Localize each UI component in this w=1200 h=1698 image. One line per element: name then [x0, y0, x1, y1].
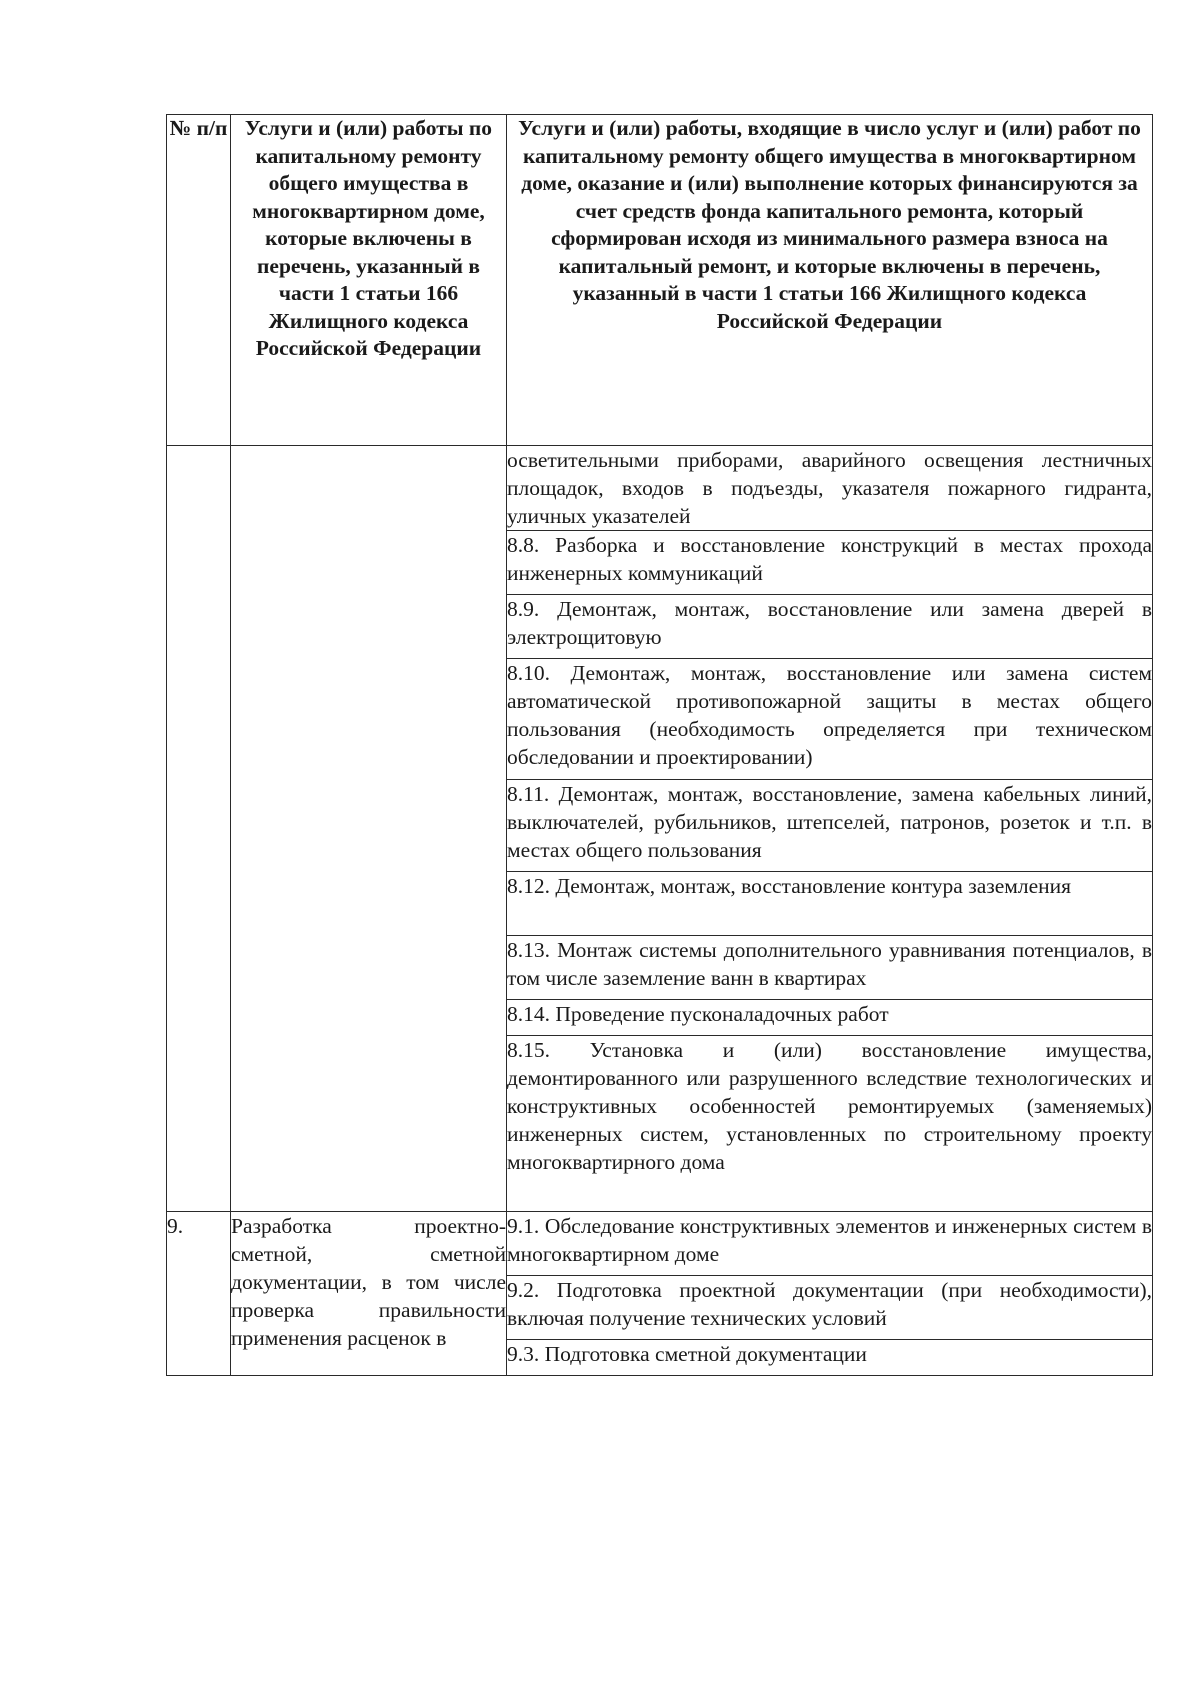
work-item-8-10: 8.10. Демонтаж, монтаж, восстановление или замена систем автоматической противопожарной защиты в местах общего пользования (необходимость определяется при техническом обследовании и проектировании): [507, 659, 1153, 780]
table-header-row: [167, 115, 1153, 446]
work-item-8-14: 8.14. Проведение пусконаладочных работ: [507, 1000, 1153, 1036]
header-works: Услуги и (или) работы, входящие в число услуг и (или) работ по капитальному ремонту общего имущества в многоквартирном доме, оказание и (или) выполнение которых финансируются за счет средств фонда капитального ремонта, который сформирован исходя из минимального размера взноса на капитальный ремонт, и которые включены в перечень, указанный в части 1 статьи 166 Жилищного кодекса Российской Федерации: [507, 115, 1153, 446]
work-item-8-13: 8.13. Монтаж системы дополнительного уравнивания потенциалов, в том числе заземление ванн в квартирах: [507, 936, 1153, 1000]
header-services: Услуги и (или) работы по капитальному ремонту общего имущества в многоквартирном доме, которые включены в перечень, указанный в части 1 статьи 166 Жилищного кодекса Российской Федерации: [231, 115, 507, 446]
work-item-8-12: 8.12. Демонтаж, монтаж, восстановление контура заземления: [507, 872, 1153, 936]
work-item-9-2: 9.2. Подготовка проектной документации (при необходимости), включая получение технических условий: [507, 1276, 1153, 1340]
header-number: № п/п: [167, 115, 231, 446]
work-item-8-15: 8.15. Установка и (или) восстановление имущества, демонтированного или разрушенного вследствие технологических и конструктивных особенностей ремонтируемых (заменяемых) инженерных систем, установленных по строительному проекту многоквартирного дома: [507, 1036, 1153, 1212]
work-item-8-9: 8.9. Демонтаж, монтаж, восстановление или замена дверей в электрощитовую: [507, 595, 1153, 659]
work-item-8-7-continued: осветительными приборами, аварийного освещения лестничных площадок, входов в подъезды, указателя пожарного гидранта, уличных указателей: [507, 446, 1153, 531]
row9-number: 9.: [167, 1212, 231, 1376]
table-row: [167, 1212, 1153, 1276]
work-item-9-3: 9.3. Подготовка сметной документации: [507, 1340, 1153, 1376]
capital-repair-works-table: [166, 114, 1153, 1376]
work-item-9-1: 9.1. Обследование конструктивных элементов и инженерных систем в многоквартирном доме: [507, 1212, 1153, 1276]
table-row: [167, 446, 1153, 531]
row9-service: Разработка проектно-сметной, сметной документации, в том числе проверка правильности применения расценок в: [231, 1212, 507, 1376]
work-item-8-8: 8.8. Разборка и восстановление конструкций в местах прохода инженерных коммуникаций: [507, 531, 1153, 595]
row8-number-cell: [167, 446, 231, 1212]
work-item-8-11: 8.11. Демонтаж, монтаж, восстановление, замена кабельных линий, выключателей, рубильников, штепселей, патронов, розеток и т.п. в местах общего пользования: [507, 780, 1153, 872]
row8-service-cell: [231, 446, 507, 1212]
